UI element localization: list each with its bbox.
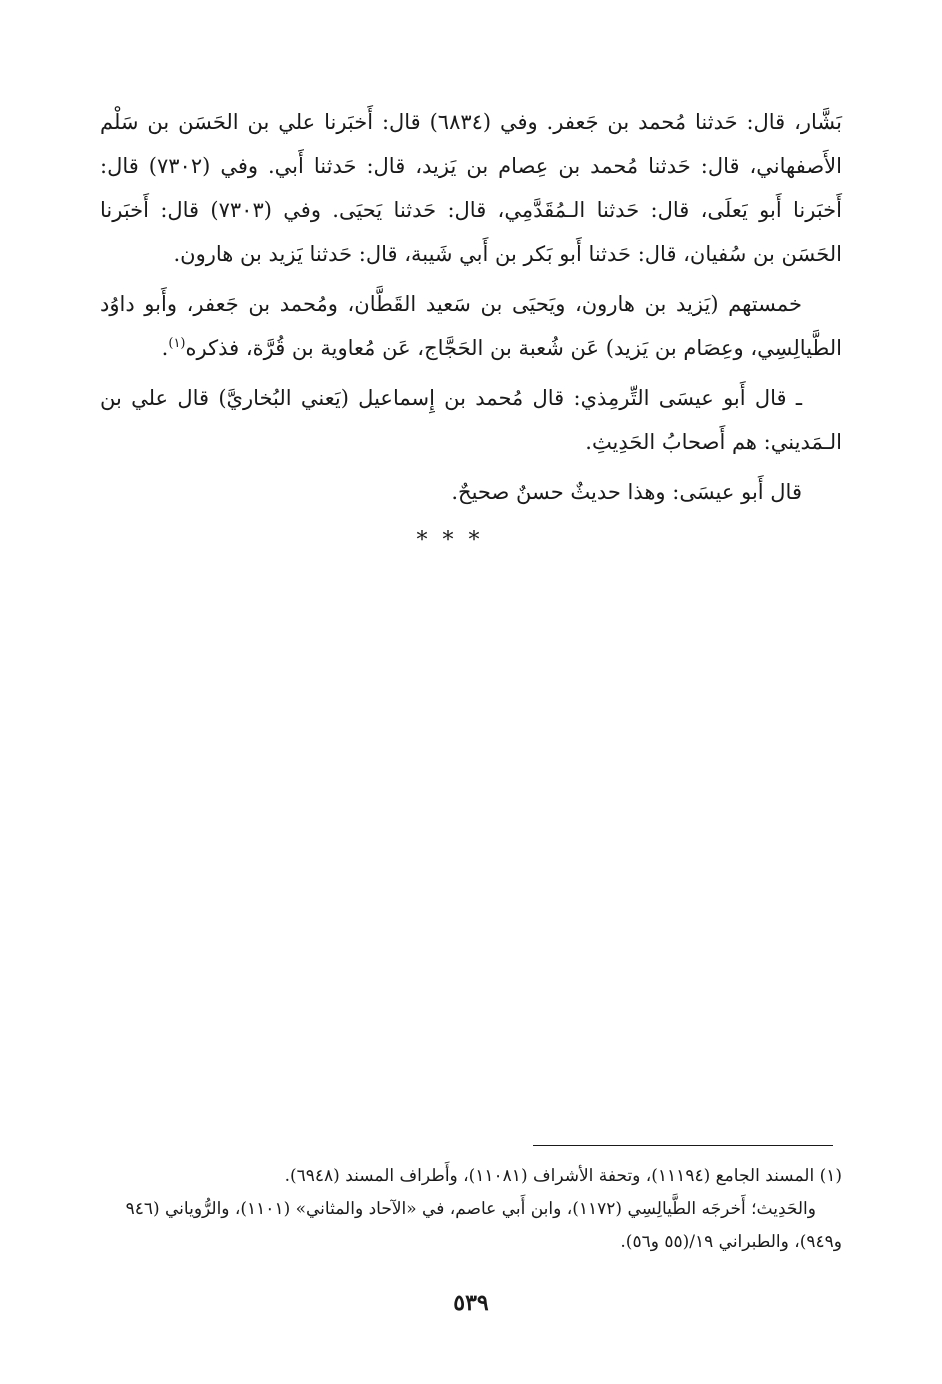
paragraph-hadith-grade: قال أَبو عيسَى: وهذا حديثٌ حسنٌ صحيحٌ. <box>451 480 802 504</box>
paragraph-tirmidhi-comment: ـ قال أَبو عيسَى التِّرمِذي: قال مُحمد بن إِسماعيل (يَعني البُخاريَّ) قال علي بن الـمَديني: هم أَصحابُ الحَدِيثِ. <box>100 386 842 454</box>
paragraph-narrators-text: خمستهم (يَزيد بن هارون، ويَحيَى بن سَعيد القَطَّان، ومُحمد بن جَعفر، وأَبو داوُد الطَّيالِسِي، وعِصَام بن يَزيد) عَن شُعبة بن الحَجَّاج، عَن مُعاوية بن قُرَّة، فذكره <box>100 292 842 360</box>
footnote-1-continued: والحَدِيث؛ أَخرجَه الطَّيالِسِي (١١٧٢)، وابن أَبي عاصم، في «الآحاد والمثاني» (١١٠١)، والرُّوياني (٩٤٦ و٩٤٩)، والطبراني ١٩/(٥٥ و٥٦). <box>125 1199 842 1252</box>
paragraph-narrators <box>100 282 842 370</box>
page-number: ٥٣٩ <box>453 1290 489 1316</box>
section-separator: * * * <box>416 528 484 553</box>
main-text <box>100 100 842 520</box>
footnote-divider <box>533 1145 833 1146</box>
footnote-1: (١) المسند الجامع (١١١٩٤)، وتحفة الأشراف (١١٠٨١)، وأَطراف المسند (٦٩٤٨). <box>284 1166 842 1186</box>
paragraph-isnad: بَشَّار، قال: حَدثنا مُحمد بن جَعفر. وفي (٦٨٣٤) قال: أَخبَرنا علي بن الحَسَن بن سَلْم الأَصفهاني، قال: حَدثنا مُحمد بن عِصام بن يَزيد، قال: حَدثنا أَبي. وفي (٧٣٠٢) قال: أَخبَرنا أَبو يَعلَى، قال: حَدثنا الـمُقَدَّمِي، قال: حَدثنا يَحيَى. وفي (٧٣٠٣) قال: أَخبَرنا الحَسَن بن سُفيان، قال: حَدثنا أَبو بَكر بن أَبي شَيبة، قال: حَدثنا يَزيد بن هارون. <box>100 110 843 266</box>
paragraph-narrators-end: . <box>161 336 169 360</box>
footnote-reference: (١) <box>168 336 186 351</box>
footnotes <box>100 1160 842 1259</box>
